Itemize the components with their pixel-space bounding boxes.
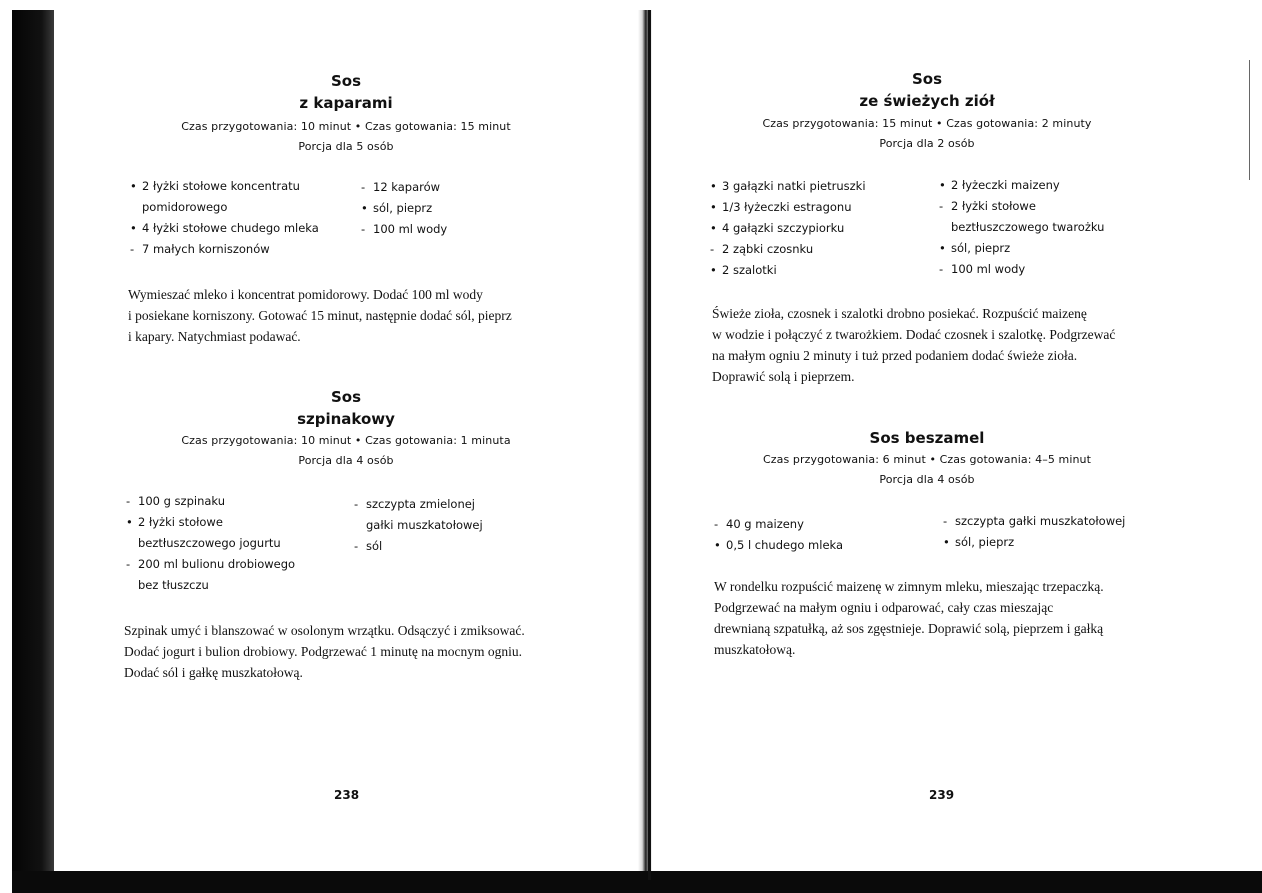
title-line: Sos <box>330 388 362 406</box>
left-page <box>54 0 638 871</box>
ingredients-column-2 <box>354 494 574 557</box>
prep-time-text: Czas przygotowania: 10 minut • Czas gotowania: 1 minuta <box>181 434 511 447</box>
instruction-line: W rondelku rozpuścić maizenę w zimnym mleku, mieszając trzepaczką. <box>714 579 1104 594</box>
ingredient-item: • 2 szalotki <box>710 260 940 281</box>
right-page <box>652 0 1262 871</box>
title-line: ze świeżych ziół <box>859 92 995 110</box>
recipe-meta <box>622 450 1232 490</box>
instruction-line: na małym ogniu 2 minuty i tuż przed podaniem dodać świeże zioła. <box>712 348 1078 363</box>
recipe-title-sos-beszamel <box>622 427 1232 449</box>
recipe-meta <box>54 431 638 471</box>
page-number: 239 <box>929 788 955 802</box>
ingredient-item: • 2 łyżki stołowe koncentratu pomidorowego <box>130 176 360 218</box>
page-number: 238 <box>334 788 360 802</box>
ingredient-item: - 7 małych korniszonów <box>130 239 360 260</box>
ingredients-column-2 <box>361 177 561 240</box>
recipe-title-sos-ze-swiezych-ziol <box>622 68 1232 112</box>
servings-text: Porcja dla 4 osób <box>879 473 975 486</box>
ingredient-item: • 2 łyżeczki maizeny <box>939 175 1169 196</box>
ingredient-item: • sól, pieprz <box>361 198 561 219</box>
title-line: Sos <box>330 72 362 90</box>
ingredient-item: - 100 ml wody <box>361 219 561 240</box>
recipe-instructions <box>128 284 598 347</box>
title-line: szpinakowy <box>297 410 395 428</box>
ingredient-item: • 3 gałązki natki pietruszki <box>710 176 940 197</box>
servings-text: Porcja dla 2 osób <box>879 137 975 150</box>
ingredient-item: - sól <box>354 536 574 557</box>
ingredients-column-1 <box>126 491 366 596</box>
prep-time-text: Czas przygotowania: 6 minut • Czas gotowania: 4–5 minut <box>762 453 1092 466</box>
instruction-line: i kapary. Natychmiast podawać. <box>128 329 301 344</box>
title-line: Sos beszamel <box>869 429 985 447</box>
title-line: z kaparami <box>299 94 393 112</box>
ingredients-column-1 <box>130 176 360 260</box>
ingredient-item: - szczypta zmielonej gałki muszkatołowej <box>354 494 574 536</box>
ingredient-item: - szczypta gałki muszkatołowej <box>943 511 1203 532</box>
ingredient-item: • 1/3 łyżeczki estragonu <box>710 197 940 218</box>
recipe-meta <box>622 114 1232 154</box>
prep-time-text: Czas przygotowania: 10 minut • Czas gotowania: 15 minut <box>181 120 511 133</box>
instruction-line: Dodać jogurt i bulion drobiowy. Podgrzewać 1 minutę na mocnym ogniu. <box>124 644 523 659</box>
instruction-line: drewnianą szpatułką, aż sos zgęstnieje. Doprawić solą, pieprzem i gałką <box>714 621 1104 636</box>
ingredient-item: • 4 gałązki szczypiorku <box>710 218 940 239</box>
instruction-line: i posiekane korniszony. Gotować 15 minut, następnie dodać sól, pieprz <box>128 308 512 323</box>
recipe-instructions <box>712 303 1242 387</box>
recipe-instructions <box>714 576 1244 660</box>
ingredient-item: • 2 łyżki stołowe beztłuszczowego jogurtu <box>126 512 366 554</box>
scan-shadow-bottom <box>12 871 1262 893</box>
prep-time-text: Czas przygotowania: 15 minut • Czas gotowania: 2 minuty <box>762 117 1092 130</box>
recipe-title-sos-z-kaparami <box>54 70 638 114</box>
ingredient-item: • 0,5 l chudego mleka <box>714 535 934 556</box>
recipe-meta <box>54 117 638 157</box>
ingredient-item: • sól, pieprz <box>939 238 1169 259</box>
servings-text: Porcja dla 5 osób <box>298 140 394 153</box>
instruction-line: Wymieszać mleko i koncentrat pomidorowy. Dodać 100 ml wody <box>128 287 483 302</box>
recipe-title-sos-szpinakowy <box>54 386 638 430</box>
ingredients-column-1 <box>714 514 934 556</box>
ingredient-item: - 100 ml wody <box>939 259 1169 280</box>
recipe-instructions <box>124 620 624 683</box>
ingredient-item: - 12 kaparów <box>361 177 561 198</box>
ingredient-item: - 2 ząbki czosnku <box>710 239 940 260</box>
servings-text: Porcja dla 4 osób <box>298 454 394 467</box>
ingredients-column-2 <box>943 511 1203 553</box>
title-line: Sos <box>911 70 943 88</box>
instruction-line: muszkatołową. <box>714 642 796 657</box>
ingredient-item: • 4 łyżki stołowe chudego mleka <box>130 218 360 239</box>
ingredients-column-2 <box>939 175 1169 280</box>
instruction-line: Podgrzewać na małym ogniu i odparować, cały czas mieszając <box>714 600 1054 615</box>
instruction-line: Świeże zioła, czosnek i szalotki drobno posiekać. Rozpuścić maizenę <box>712 306 1087 321</box>
instruction-line: Szpinak umyć i blanszować w osolonym wrzątku. Odsączyć i zmiksować. <box>124 623 525 638</box>
ingredient-item: - 2 łyżki stołowe beztłuszczowego twarożku <box>939 196 1169 238</box>
scan-shadow-left <box>12 10 54 893</box>
ingredient-item: - 40 g maizeny <box>714 514 934 535</box>
ingredients-column-1 <box>710 176 940 281</box>
instruction-line: Dodać sól i gałkę muszkatołową. <box>124 665 303 680</box>
ingredient-item: - 200 ml bulionu drobiowego bez tłuszczu <box>126 554 366 596</box>
ingredient-item: • sól, pieprz <box>943 532 1203 553</box>
instruction-line: w wodzie i połączyć z twarożkiem. Dodać czosnek i szalotkę. Podgrzewać <box>712 327 1116 342</box>
ingredient-item: - 100 g szpinaku <box>126 491 366 512</box>
instruction-line: Doprawić solą i pieprzem. <box>712 369 855 384</box>
